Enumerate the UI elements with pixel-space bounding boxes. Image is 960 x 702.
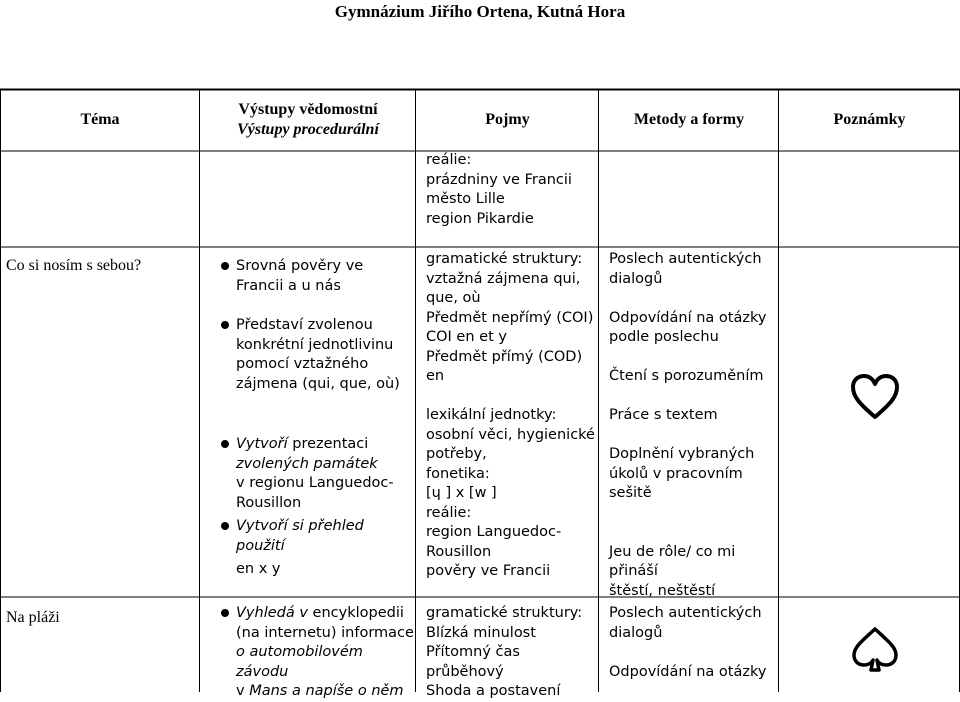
bullet-icon [220, 320, 230, 330]
vystup-text: Srovná pověry ve Francii a u nás [236, 258, 364, 294]
pojmy-line: Předmět nepřímý (COI) [426, 309, 594, 326]
header-metody: Metody a formy [633, 111, 745, 128]
row0-pojmy-line: prázdniny ve Francii [426, 171, 572, 188]
row1-pojmy [426, 250, 596, 582]
vystup-item [222, 257, 414, 296]
vystup-text: Představí zvolenou konkrétní jednotlivinu pomocí vztažného zájmena (qui, que, où) [236, 317, 400, 392]
row2-tema: Na pláži [6, 609, 60, 626]
pojmy-line: reálie: [426, 504, 472, 521]
row1-vystupy [222, 257, 414, 580]
pojmy-line: fonetika: [426, 465, 490, 482]
header-vystupy-vedomostni: Výstupy vědomostní [238, 101, 378, 118]
pojmy-line: COI en et y [426, 329, 507, 345]
metody-line: Poslech autentických [609, 251, 762, 267]
pojmy-line: [ɥ ] x [w ] [426, 485, 497, 501]
pojmy-line: lexikální jednotky: [426, 407, 557, 423]
pojmy-line: pověry ve Francii [426, 563, 551, 579]
header-pojmy: Pojmy [485, 111, 530, 128]
vystup-text: v regionu Languedoc-Rousillon [236, 475, 394, 511]
pojmy-line: en [426, 368, 445, 384]
header-tema: Téma [80, 111, 120, 128]
pojmy-line: region Languedoc- [426, 524, 562, 540]
row0-pojmy-line: město Lille [426, 191, 505, 207]
row2-vystupy [222, 604, 414, 702]
pojmy-line: Rousillon [426, 543, 492, 560]
metody-line: Odpovídání na otázky [609, 663, 767, 680]
pojmy-line: Blízká minulost [426, 624, 536, 641]
pojmy-line: osobní věci, hygienické [426, 426, 595, 443]
metody-line: podle poslechu [609, 329, 719, 345]
metody-line: úkolů v pracovním sešitě [609, 465, 743, 501]
row1-tema: Co si nosím s sebou? [6, 257, 142, 274]
row2-pojmy [426, 604, 596, 702]
vystup-text-italic: zvolených památek [236, 455, 378, 472]
pojmy-line: vztažná zájmena qui, [426, 270, 581, 287]
metody-line: Čtení s porozuměním [609, 368, 764, 384]
vystup-text: v [236, 683, 250, 699]
header-poznamky: Poznámky [833, 111, 906, 128]
document-title: Gymnázium Jiřího Ortena, Kutná Hora [334, 2, 626, 21]
pojmy-line: gramatické struktury: [426, 605, 583, 621]
row2-metody [609, 604, 777, 682]
bullet-icon [220, 521, 230, 531]
row0-pojmy-line: reálie: [426, 152, 472, 168]
header-vystupy-proceduralni: Výstupy procedurální [237, 121, 379, 138]
row0-pojmy-line: region Pikardie [426, 210, 534, 227]
vystup-item [222, 316, 414, 394]
row1-metody [609, 250, 777, 601]
metody-line: Jeu de rôle/ co mi přináší [609, 543, 736, 579]
metody-line: štěstí, neštěstí [609, 582, 716, 599]
vystup-text: prezentaci [287, 436, 369, 452]
bullet-icon [220, 608, 230, 618]
pojmy-line: Předmět přímý (COD) [426, 348, 583, 365]
vystup-text-italic: Vytvoří [236, 436, 288, 452]
metody-line: Práce s textem [609, 407, 718, 423]
vystup-text-italic: Vytvoří si přehled použití [236, 518, 364, 554]
metody-line: Poslech autentických [609, 605, 762, 621]
pojmy-line: Přítomný čas průběhový [426, 644, 520, 680]
pojmy-line: gramatické struktury: [426, 251, 583, 267]
vystup-item [222, 517, 414, 556]
pojmy-line: potřeby, [426, 446, 487, 462]
heart-outline-icon [850, 374, 900, 420]
metody-line: dialogů [609, 270, 663, 287]
pojmy-line: que, où [426, 290, 481, 306]
metody-line: Odpovídání na otázky [609, 309, 767, 326]
metody-line: Doplnění vybraných [609, 446, 755, 462]
vystup-text-italic: Vyhledá v [236, 605, 308, 621]
row0-pojmy [426, 151, 596, 229]
vystup-text: encyklopedii [307, 605, 404, 621]
vystup-text: en x y [236, 561, 281, 577]
vystup-item [222, 435, 414, 513]
vystup-text-italic: Mans a napíše o něm [249, 683, 404, 699]
vystup-item [222, 604, 414, 624]
bullet-icon [220, 261, 230, 271]
vystup-text: (na internetu) informace [236, 624, 414, 641]
metody-line: dialogů [609, 624, 663, 641]
bullet-icon [220, 439, 230, 449]
header-vystupy [200, 100, 416, 140]
spade-outline-icon [850, 626, 900, 672]
vystup-text-italic: o automobilovém závodu [236, 644, 363, 680]
pojmy-line: Shoda a postavení [426, 683, 561, 699]
